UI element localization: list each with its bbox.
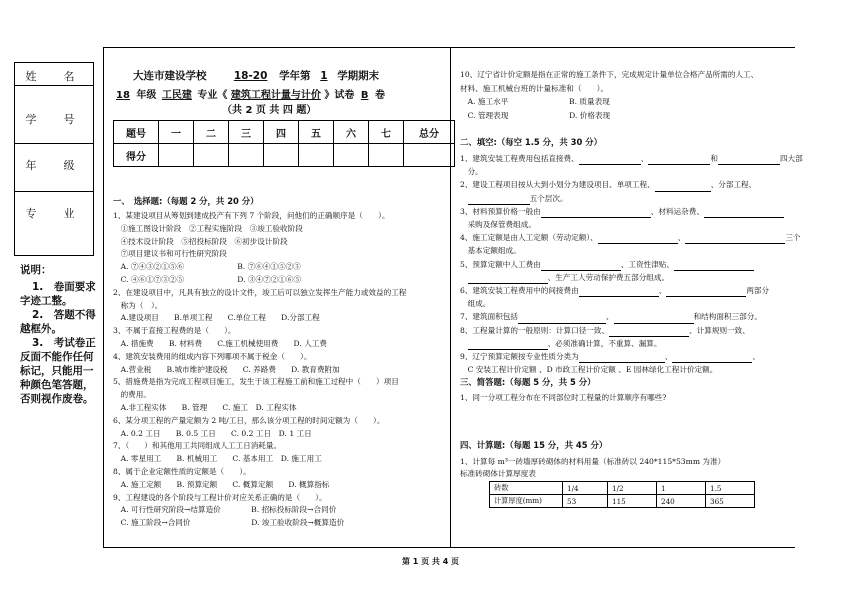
fill-text: 和 bbox=[710, 154, 718, 163]
answer-blank[interactable] bbox=[648, 155, 710, 165]
paper-word: 卷 bbox=[374, 90, 385, 101]
fill-text: 五个层次。 bbox=[529, 193, 568, 203]
question-line: 2、在建设项目中，凡具有独立的设计文件，竣工后可以独立发挥生产能力或效益的工程 bbox=[113, 287, 407, 297]
fill-line bbox=[460, 310, 803, 323]
score-cell[interactable] bbox=[159, 144, 194, 167]
question-line: 8、属于企业定额性质的定额是（ ）。 bbox=[113, 466, 251, 476]
term-number: 1 bbox=[320, 70, 328, 82]
answer-blank[interactable] bbox=[579, 155, 641, 165]
thickness-cell: 砖数 bbox=[490, 482, 563, 495]
note-item: 1. 卷面要求字迹工整。 bbox=[20, 281, 96, 307]
major-value: 工民建 bbox=[161, 90, 192, 101]
score-header-cell: 四 bbox=[264, 121, 299, 144]
score-header-cell: 二 bbox=[194, 121, 229, 144]
fill-line bbox=[460, 350, 803, 363]
fill-text: 和结构面积三部分。 bbox=[693, 312, 762, 322]
fill-text: 、材料运杂费、 bbox=[650, 206, 704, 216]
answer-blank[interactable] bbox=[609, 327, 689, 337]
fill-line bbox=[460, 231, 803, 244]
fill-text: 6、建筑安装工程费用中的间接费由 bbox=[460, 286, 579, 296]
side-label-grade: 年 级 bbox=[25, 159, 83, 172]
fill-text: 、 bbox=[640, 154, 649, 163]
section3-title: 三、简答题:（每题 5 分，共 5 分） bbox=[460, 377, 596, 387]
question-line: 9、工程建设的各个阶段与工程计价对应关系正确的是（ ）。 bbox=[113, 492, 327, 502]
fill-text: 两部分 bbox=[746, 286, 770, 296]
course-end: 》试卷 bbox=[324, 90, 355, 101]
thickness-cell: 1/4 bbox=[563, 482, 608, 495]
brick-thickness-table bbox=[489, 481, 755, 508]
section2-title: 二、填空:（每空 1.5 分，共 30 分） bbox=[460, 137, 603, 147]
question-line: A. 零星用工 B. 机械用工 C. 基本用工 D. 施工用工 bbox=[113, 454, 322, 464]
note-item: 3. 考试卷正反面不能作任何标记，只能用一种颜色笔答题，否则视作废卷。 bbox=[20, 337, 96, 405]
page-footer: 第 1 页 共 4 页 bbox=[402, 557, 460, 566]
fill-text: 、分部工程、 bbox=[710, 180, 757, 190]
fill-text: 采购及保管费组成。 bbox=[460, 220, 536, 230]
question-line: A. 施工定额 B. 预算定额 C. 概算定额 D. 概算指标 bbox=[113, 479, 330, 489]
note-item: 2. 答题不得越框外。 bbox=[20, 309, 96, 335]
score-row-label: 得分 bbox=[114, 144, 159, 167]
question-line: A. 施工水平 B. 质量表现 bbox=[460, 97, 610, 106]
score-header-cell: 七 bbox=[369, 121, 404, 144]
question-line: C. 施工阶段→合同价 D. 竣工验收阶段→概算造价 bbox=[113, 518, 345, 528]
fill-text: 四大部 bbox=[779, 154, 803, 163]
fill-text: 三个 bbox=[785, 233, 801, 243]
fill-line bbox=[460, 324, 803, 337]
thickness-cell: 115 bbox=[608, 495, 657, 508]
fill-text: 8、工程量计算的一般原则：计算口径一致、 bbox=[460, 325, 610, 335]
side-label-id: 学 号 bbox=[25, 113, 83, 126]
school-name: 大连市建设学校 bbox=[133, 70, 207, 82]
notes-list bbox=[20, 280, 100, 406]
question-line: 的费用。 bbox=[113, 390, 151, 400]
score-header-cell: 题号 bbox=[114, 121, 159, 144]
answer-blank[interactable] bbox=[541, 208, 651, 218]
answer-blank[interactable] bbox=[666, 287, 746, 297]
thickness-cell: 1.5 bbox=[706, 482, 755, 495]
side-label-major: 专 业 bbox=[25, 207, 83, 220]
top-rule bbox=[103, 47, 795, 48]
fill-text: 组成。 bbox=[460, 299, 491, 309]
fill-line bbox=[460, 152, 803, 165]
fill-text: 、计算规则一致、 bbox=[689, 325, 750, 335]
question-line: 4、建筑安装费用的组成内容下列哪项不属于税金（ ）。 bbox=[113, 351, 312, 361]
left-vertical-line bbox=[103, 47, 104, 547]
fill-text: 7、建筑面积包括 bbox=[460, 312, 518, 322]
section1-title: 一、 选择题:（每题 2 分，共 20 分） bbox=[113, 196, 259, 206]
page-count: （共 2 页 共 四 题） bbox=[222, 105, 317, 116]
question-line: ①施工图设计阶段 ②工程实施阶段 ③竣工验收阶段 bbox=[113, 223, 303, 233]
fill-line bbox=[460, 271, 803, 284]
section1-questions bbox=[113, 210, 406, 530]
score-cell[interactable] bbox=[334, 144, 369, 167]
fill-line bbox=[460, 205, 803, 218]
fill-line bbox=[460, 363, 803, 376]
score-table bbox=[113, 120, 455, 167]
answer-blank[interactable] bbox=[614, 314, 694, 324]
fill-line bbox=[460, 165, 803, 178]
question-line: A.建设项目 B.单项工程 C.单位工程 D.分部工程 bbox=[113, 313, 320, 323]
score-cell[interactable] bbox=[369, 144, 404, 167]
score-header-cell: 五 bbox=[299, 121, 334, 144]
question-line: A. ⑦④③②①⑤⑥ B. ⑦⑥④①⑤②③ bbox=[113, 262, 301, 272]
answer-blank[interactable] bbox=[468, 195, 530, 205]
fill-text bbox=[460, 273, 468, 282]
academic-year: 18-20 bbox=[233, 70, 268, 82]
question-line: 10、辽宁省计价定额是指在正常的施工条件下，完成规定计量单位合格产品所需的人工、 bbox=[460, 70, 759, 79]
calc-table-caption: 标准砖砌体计算厚度表 bbox=[460, 469, 536, 478]
fill-text: 基本定额组成。 bbox=[460, 246, 521, 256]
score-row bbox=[114, 144, 455, 167]
course-name: 建筑工程计量与计价 bbox=[230, 90, 321, 101]
student-info-box bbox=[14, 62, 94, 256]
term-word: 学期期末 bbox=[337, 70, 380, 82]
fill-text: C 安装工程计价定额 、D 市政工程计价定额 、E 园林绿化工程计价定额。 bbox=[460, 365, 718, 375]
answer-blank[interactable] bbox=[598, 234, 678, 244]
calc-question-line: 1、计算每 m³一砖墙厚砖砌体的材料用量（标准砖以 240*115*53mm 为准） bbox=[460, 457, 726, 466]
score-header-cell: 一 bbox=[159, 121, 194, 144]
fill-line bbox=[460, 258, 803, 271]
answer-blank[interactable] bbox=[468, 274, 548, 284]
answer-blank[interactable] bbox=[468, 340, 548, 350]
thickness-cell: 53 bbox=[563, 495, 608, 508]
question-line: 材料、施工机械台班的计量标准和（ ）。 bbox=[460, 83, 609, 93]
question-line: C. 管理表现 D. 价格表现 bbox=[460, 110, 611, 120]
section4-title: 四、计算题:（每题 15 分，共 45 分） bbox=[460, 440, 608, 450]
fill-text bbox=[460, 194, 468, 203]
question-line: 称为（ ）。 bbox=[113, 300, 163, 310]
major-word: 专业《 bbox=[197, 90, 228, 101]
score-header-row bbox=[114, 121, 455, 144]
fill-text: 4、施工定额是由人工定额（劳动定额）、 bbox=[460, 233, 598, 243]
question-line: ⑦项目建议书和可行性研究阶段 bbox=[113, 249, 227, 259]
fill-in-questions bbox=[460, 152, 803, 376]
question-line: ④技术设计阶段 ⑤招投标阶段 ⑥初步设计阶段 bbox=[113, 236, 288, 246]
fill-text: 5、预算定额中人工费由 bbox=[460, 259, 541, 269]
question-line: 5、措施费是指为完成工程项目施工，发生于该工程施工前和施工过程中（ ）项目 bbox=[113, 377, 399, 387]
fill-line bbox=[460, 337, 803, 350]
fill-line bbox=[460, 297, 803, 310]
answer-blank[interactable] bbox=[672, 353, 752, 363]
question-10 bbox=[460, 68, 758, 122]
question-line: A. 措施费 B. 材料费 C.施工机械使用费 D. 人工费 bbox=[113, 338, 327, 348]
question-line: 7、（ ）和其他用工共同组成人工工日消耗量。 bbox=[113, 441, 282, 451]
grade-word: 年级 bbox=[136, 90, 157, 101]
answer-blank[interactable] bbox=[541, 261, 621, 271]
fill-text: 、必须准确计算，不重算、漏算。 bbox=[547, 338, 662, 348]
fill-text: 2、建设工程项目按从大到小划分为建设项目、单项工程、 bbox=[460, 180, 655, 190]
question-line: A. 可行性研究阶段→结算造价 B. 招标投标阶段→合同价 bbox=[113, 505, 337, 515]
score-cell[interactable] bbox=[229, 144, 264, 167]
question-line: A.非工程实体 B. 管理 C. 施工 D. 工程实体 bbox=[113, 402, 297, 412]
thickness-cell: 365 bbox=[706, 495, 755, 508]
answer-blank[interactable] bbox=[518, 314, 606, 324]
fill-text: 、生产工人劳动保护费五部分组成。 bbox=[547, 272, 670, 282]
question-line: C. ④⑥①⑦③②⑤ D. ③④⑦②①⑥⑤ bbox=[113, 274, 302, 284]
fill-line bbox=[460, 244, 803, 257]
answer-blank[interactable] bbox=[718, 155, 780, 165]
answer-blank[interactable] bbox=[579, 353, 665, 363]
paper-version: B bbox=[360, 90, 369, 101]
question-line: A.营业税 B.城市维护建设税 C. 养路费 D. 教育费附加 bbox=[113, 364, 340, 374]
fill-text bbox=[460, 339, 468, 348]
score-cell[interactable] bbox=[404, 144, 455, 167]
fill-line bbox=[460, 218, 803, 231]
fill-text: 、 bbox=[664, 352, 673, 362]
score-header-cell: 三 bbox=[229, 121, 264, 144]
exam-title-line2 bbox=[113, 86, 385, 101]
side-label-name: 姓 名 bbox=[25, 70, 83, 83]
question-line: A. 0.2 工日 B. 0.5 工日 C. 0.2 工日 D. 1 工日 bbox=[113, 428, 312, 438]
answer-blank[interactable] bbox=[704, 208, 784, 218]
thickness-cell: 计算厚度(mm) bbox=[490, 495, 563, 508]
fill-text: 、 bbox=[658, 286, 667, 296]
fill-text: 、 bbox=[752, 352, 760, 362]
score-cell[interactable] bbox=[264, 144, 299, 167]
fill-text: 、工资性津贴、 bbox=[620, 259, 674, 269]
thickness-cell: 240 bbox=[657, 495, 706, 508]
fill-line bbox=[460, 178, 803, 191]
thickness-cell: 1/2 bbox=[608, 482, 657, 495]
thickness-row bbox=[490, 495, 755, 508]
question-line: 1、某建设项目从筹划到建成投产有下列 7 个阶段，问他们的正确顺序是（ ）。 bbox=[113, 211, 390, 220]
fill-text: 1、建筑安装工程费用包括直接费、 bbox=[460, 154, 579, 163]
score-cell[interactable] bbox=[299, 144, 334, 167]
exam-title-line1 bbox=[133, 68, 379, 83]
fill-text: 、 bbox=[606, 312, 614, 322]
score-header-cell: 总分 bbox=[404, 121, 455, 144]
short-answer-question: 1、同一分项工程分布在不同部位时工程量的计算顺序有哪些? bbox=[460, 393, 667, 402]
question-line: 6、某分项工程的产量定额为 2 吨/工日，那么该分项工程的时间定额为（ ）。 bbox=[113, 415, 385, 425]
fill-line bbox=[460, 192, 803, 205]
question-line: 3、不属于直接工程费的是（ ）。 bbox=[113, 326, 236, 336]
year-word: 学年第 bbox=[279, 70, 311, 82]
score-cell[interactable] bbox=[194, 144, 229, 167]
score-header-cell: 六 bbox=[334, 121, 369, 144]
answer-blank[interactable] bbox=[579, 287, 659, 297]
answer-blank[interactable] bbox=[685, 234, 785, 244]
fill-text: 3、材料预算价格一般由 bbox=[460, 206, 541, 216]
answer-blank[interactable] bbox=[655, 182, 711, 192]
thickness-row bbox=[490, 482, 755, 495]
fill-text: 9、辽宁预算定额按专业性质分类为 bbox=[460, 352, 579, 362]
grade-value: 18 bbox=[116, 90, 130, 101]
fill-text: 、 bbox=[677, 233, 686, 243]
answer-blank[interactable] bbox=[674, 261, 754, 271]
fill-text: 分。 bbox=[460, 167, 483, 177]
fill-line bbox=[460, 284, 803, 297]
bottom-rule bbox=[103, 547, 795, 548]
thickness-cell: 1 bbox=[657, 482, 706, 495]
notes-title: 说明： bbox=[20, 264, 52, 276]
